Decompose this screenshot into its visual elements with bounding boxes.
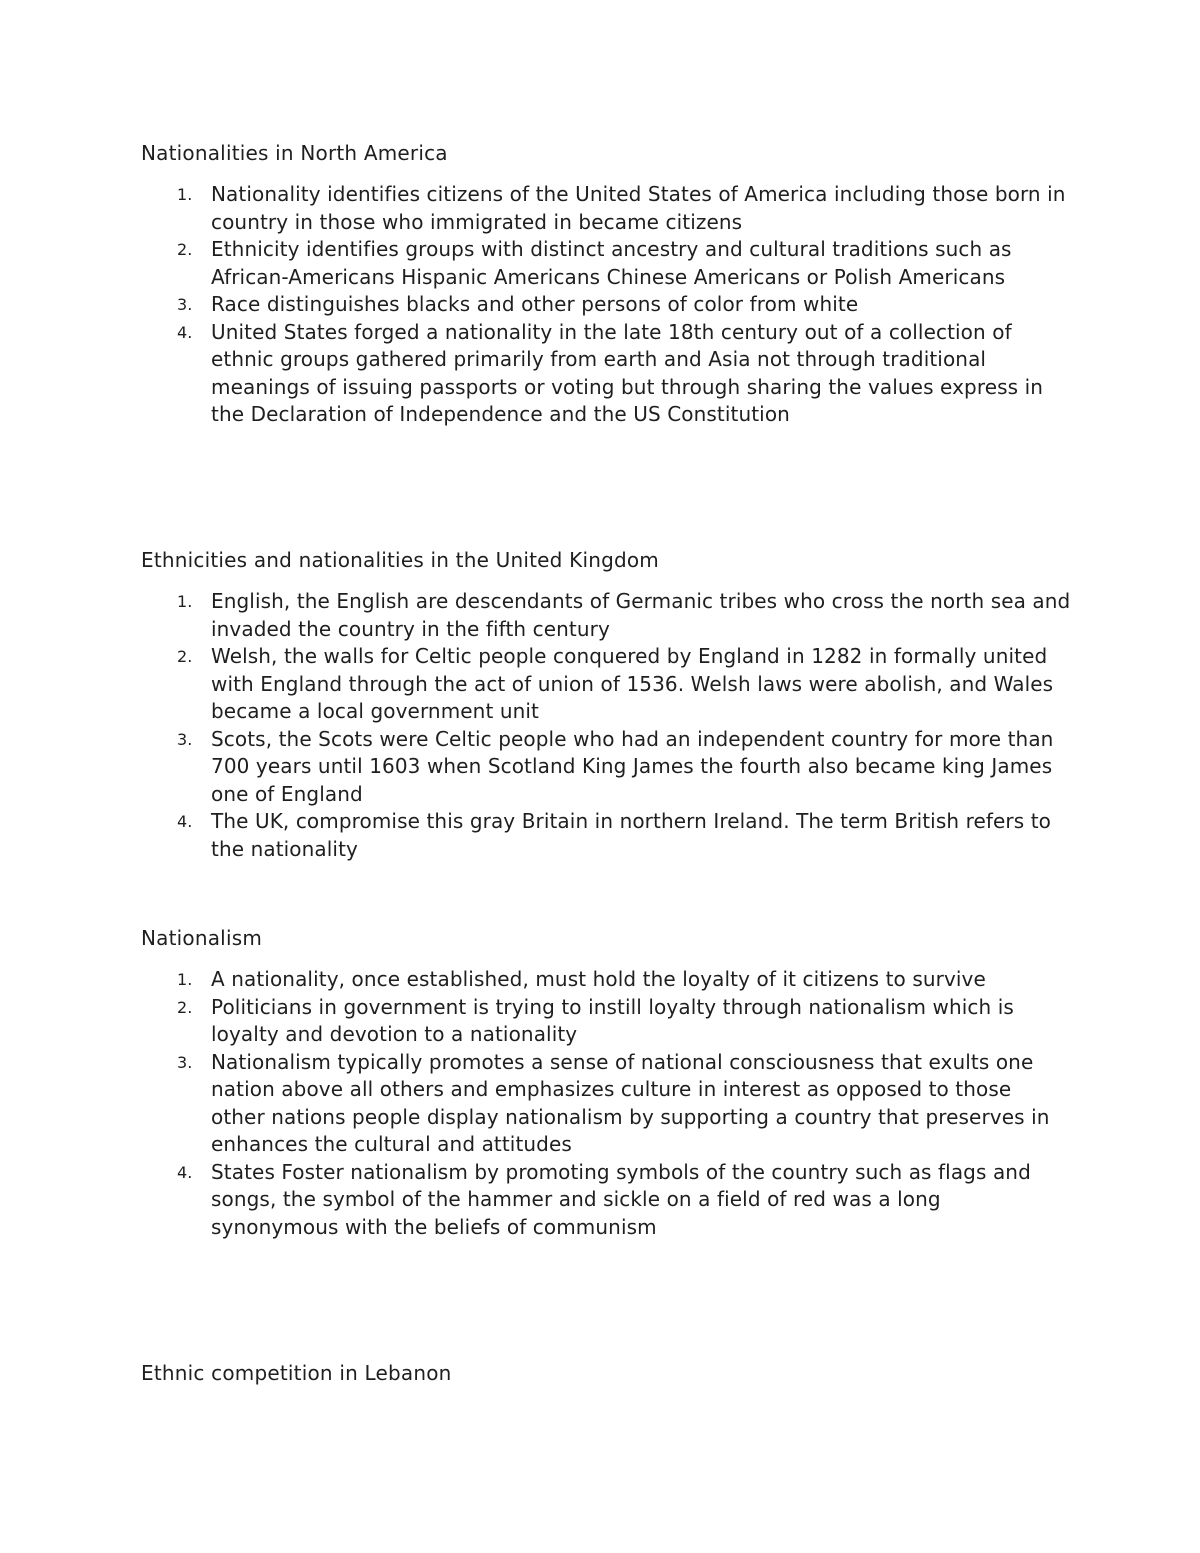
section-heading: Nationalism: [141, 926, 262, 950]
list-item-text: States Foster nationalism by promoting symbols of the country such as flags and songs, the symbol of the hammer and sickle on a field of red was a long synonymous with the beliefs of communism: [211, 1159, 1031, 1239]
list-number: 2.: [177, 647, 193, 666]
list-number: 4.: [177, 812, 193, 831]
section-heading: Nationalities in North America: [141, 141, 448, 165]
section-ethnic-competition-lebanon: [141, 1359, 1071, 1387]
list-item: [141, 1049, 1071, 1159]
list-number: 3.: [177, 729, 193, 749]
list-item: [141, 643, 1071, 726]
list-item-text: Scots, the Scots were Celtic people who had an independent country for more than 700 years until 1603 when Scotland King James the fourth also became king James one of England: [211, 726, 1054, 806]
list-item-text: Politicians in government is trying to instill loyalty through nationalism which is loyalty and devotion to a nationality: [211, 994, 1014, 1046]
list-number: 3.: [177, 1052, 193, 1072]
list-item-text: Welsh, the walls for Celtic people conquered by England in 1282 in formally united with England through the act of union of 1536. Welsh laws were abolish, and Wales became a local government unit: [211, 644, 1054, 723]
list-number: 1.: [177, 185, 193, 204]
list-item: [141, 726, 1071, 809]
list-item-text: Nationalism typically promotes a sense of national consciousness that exults one nation above all others and emphasizes culture in interest as opposed to those other nations people display nationalism by supporting a country that preserves in enhances the cultural and attitudes: [211, 1049, 1050, 1156]
section-united-kingdom: [141, 546, 1071, 863]
list-item-text: The UK, compromise this gray Britain in northern Ireland. The term British refers to the nationality: [211, 809, 1051, 861]
list-item: [141, 181, 1071, 236]
list-item: [141, 808, 1071, 863]
list-number: 1.: [177, 592, 193, 611]
list-item-text: English, the English are descendants of Germanic tribes who cross the north sea and invaded the country in the fifth century: [211, 589, 1071, 641]
numbered-list: [141, 181, 1071, 429]
section-nationalism: [141, 924, 1071, 1241]
list-item-text: Ethnicity identifies groups with distinct ancestry and cultural traditions such as African-Americans Hispanic Americans Chinese Americans or Polish Americans: [211, 237, 1012, 289]
list-item: [141, 319, 1071, 429]
numbered-list: [141, 588, 1071, 863]
list-number: 4.: [177, 322, 193, 342]
list-item-text: Nationality identifies citizens of the United States of America including those born in country in those who immigrated in became citizens: [211, 182, 1066, 234]
numbered-list: [141, 966, 1071, 1241]
list-item: [141, 588, 1071, 643]
list-number: 2.: [177, 997, 193, 1017]
list-item-text: United States forged a nationality in the late 18th century out of a collection of ethnic groups gathered primarily from earth and Asia not through traditional meanings of issuing passports or voting but through sharing the values express in the Declaration of Independence and the US Constitution: [211, 319, 1044, 426]
list-item-text: A nationality, once established, must hold the loyalty of it citizens to survive: [211, 967, 986, 991]
list-number: 2.: [177, 240, 193, 259]
list-number: 4.: [177, 1162, 193, 1182]
list-item: [141, 966, 1071, 994]
list-number: 1.: [177, 970, 193, 989]
section-nationalities-north-america: [141, 139, 1071, 429]
section-heading: Ethnic competition in Lebanon: [141, 1361, 452, 1385]
list-item-text: Race distinguishes blacks and other persons of color from white: [211, 292, 859, 316]
list-item: [141, 994, 1071, 1049]
list-item: [141, 291, 1071, 319]
list-item: [141, 236, 1071, 291]
list-number: 3.: [177, 295, 193, 314]
section-heading: Ethnicities and nationalities in the United Kingdom: [141, 548, 659, 572]
list-item: [141, 1159, 1071, 1242]
